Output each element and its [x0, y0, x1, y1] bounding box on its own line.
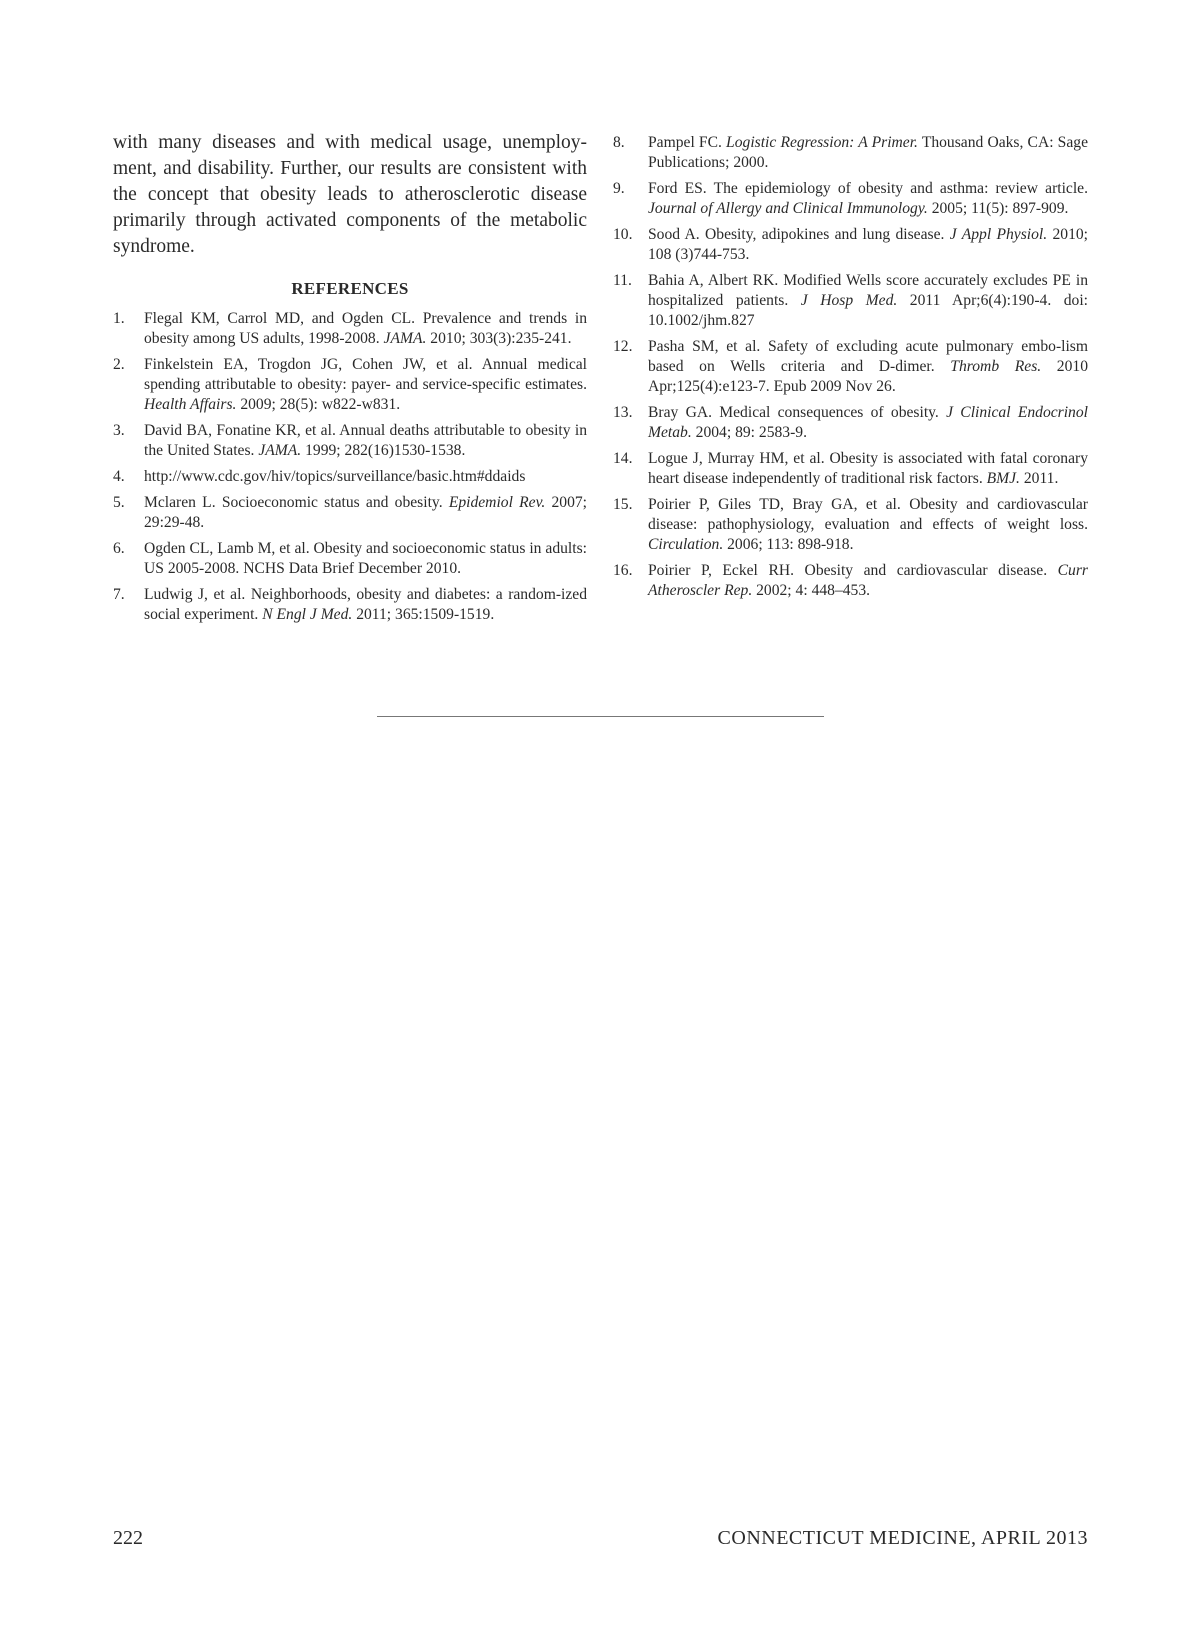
reference-text: Ford ES. The epidemiology of obesity and asthma: review article. Journal of Allergy and Clinical Immunology. 2005; 11(5): 897-909. [648, 180, 1088, 217]
reference-number: 16. [613, 562, 633, 579]
reference-text: Sood A. Obesity, adipokines and lung disease. J Appl Physiol. 2010; 108 (3)744-753. [648, 226, 1089, 263]
reference-number: 15. [613, 496, 633, 513]
reference-number: 13. [613, 404, 633, 421]
reference-link[interactable]: http://www.cdc.gov/hiv/topics/surveillance/basic.htm#ddaids [144, 468, 526, 485]
reference-item [113, 421, 587, 461]
reference-text: Bahia A, Albert RK. Modified Wells score accurately excludes PE in hospitalized patients. J Hosp Med. 2011 Apr;6(4):190-4. doi: 10.1002/jhm.827 [648, 272, 1088, 329]
reference-number: 12. [613, 338, 633, 355]
reference-text: David BA, Fonatine KR, et al. Annual deaths attributable to obesity in the United States. JAMA. 1999; 282(16)1530-1538. [144, 422, 587, 459]
reference-item [113, 309, 587, 349]
reference-number: 3. [113, 422, 125, 439]
reference-item [113, 493, 587, 533]
reference-item [113, 467, 587, 487]
reference-number: 14. [613, 450, 633, 467]
right-column [613, 133, 1088, 607]
reference-text: Ludwig J, et al. Neighborhoods, obesity and diabetes: a random-ized social experiment. N Engl J Med. 2011; 365:1509-1519. [144, 586, 587, 623]
reference-item [113, 539, 587, 579]
reference-number: 5. [113, 494, 125, 511]
reference-text: Finkelstein EA, Trogdon JG, Cohen JW, et al. Annual medical spending attributable to obesity: payer- and service-specific estimates. Health Affairs. 2009; 28(5): w822-w831. [144, 356, 587, 413]
body-paragraph: with many diseases and with medical usage, unemploy-ment, and disability. Further, our results are consistent with the concept that obesity leads to atherosclerotic disease primarily through activated components of the metabolic syndrome. [113, 132, 587, 257]
reference-text: Flegal KM, Carrol MD, and Ogden CL. Prevalence and trends in obesity among US adults, 1998-2008. JAMA. 2010; 303(3):235-241. [144, 310, 587, 347]
journal-footer: CONNECTICUT MEDICINE, APRIL 2013 [717, 1527, 1088, 1549]
reference-number: 7. [113, 586, 125, 603]
reference-item [613, 403, 1088, 443]
reference-text: Pampel FC. Logistic Regression: A Primer. Thousand Oaks, CA: Sage Publications; 2000. [648, 134, 1088, 171]
reference-item [613, 133, 1088, 173]
reference-number: 2. [113, 356, 125, 373]
reference-number: 9. [613, 180, 625, 197]
reference-item [613, 271, 1088, 331]
reference-number: 10. [613, 226, 633, 243]
reference-list-right [613, 133, 1088, 601]
reference-text: Poirier P, Eckel RH. Obesity and cardiovascular disease. Curr Atheroscler Rep. 2002; 4: 448–453. [648, 562, 1088, 599]
references-heading: REFERENCES [291, 279, 409, 298]
page-number: 222 [113, 1527, 143, 1549]
left-column [113, 130, 587, 631]
section-divider [377, 716, 824, 717]
reference-item [613, 179, 1088, 219]
reference-item [613, 449, 1088, 489]
reference-item [613, 337, 1088, 397]
reference-number: 11. [613, 272, 632, 289]
reference-item [113, 585, 587, 625]
reference-item [613, 225, 1088, 265]
reference-text: Ogden CL, Lamb M, et al. Obesity and socioeconomic status in adults: US 2005-2008. NCHS Data Brief December 2010. [144, 540, 587, 577]
reference-text: Mclaren L. Socioeconomic status and obesity. Epidemiol Rev. 2007; 29:29-48. [144, 494, 587, 531]
reference-number: 8. [613, 134, 625, 151]
reference-text: Logue J, Murray HM, et al. Obesity is associated with fatal coronary heart disease independently of traditional risk factors. BMJ. 2011. [648, 450, 1088, 487]
reference-number: 6. [113, 540, 125, 557]
reference-item [613, 495, 1088, 555]
reference-text: Poirier P, Giles TD, Bray GA, et al. Obesity and cardiovascular disease: pathophysiology, evaluation and effects of weight loss. Circulation. 2006; 113: 898-918. [648, 496, 1088, 553]
reference-number: 1. [113, 310, 125, 327]
reference-item [113, 355, 587, 415]
reference-text: Bray GA. Medical consequences of obesity. J Clinical Endocrinol Metab. 2004; 89: 2583-9. [648, 404, 1088, 441]
reference-text: Pasha SM, et al. Safety of excluding acute pulmonary embo-lism based on Wells criteria and D-dimer. Thromb Res. 2010 Apr;125(4):e123-7. Epub 2009 Nov 26. [648, 338, 1088, 395]
reference-number: 4. [113, 468, 125, 485]
reference-list-left [113, 309, 587, 625]
reference-item [613, 561, 1088, 601]
